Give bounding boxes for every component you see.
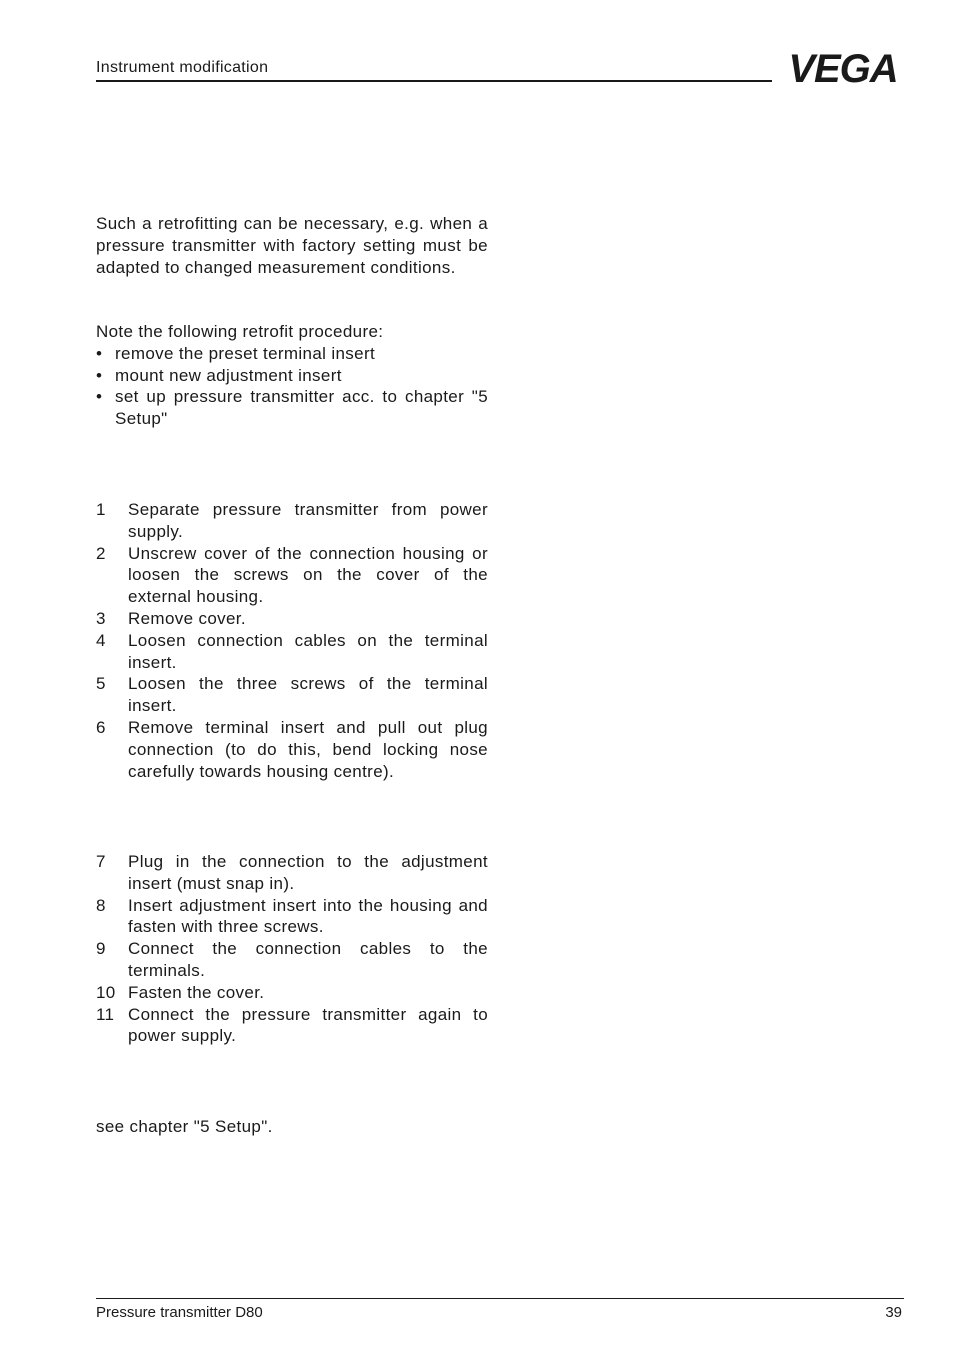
step-item: 1 Separate pressure transmitter from power supply. [96,500,488,541]
setup-note: see chapter "5 Setup". [96,1117,273,1136]
step-item: 6 Remove terminal insert and pull out plug connection (to do this, bend locking nose carefully towards housing centre). [96,717,488,781]
step-item: 9 Connect the connection cables to the terminals. [96,939,488,980]
vega-logo [782,50,904,86]
procedure-note: Note the following retrofit procedure: [96,322,384,341]
list-item: • set up pressure transmitter acc. to chapter "5 Setup" [96,386,488,430]
mount-steps-section [96,851,488,1047]
page-number: 39 [885,1304,902,1321]
step-item: 8 Insert adjustment insert into the housing and fasten with three screws. [96,895,488,937]
step-item: 2 Unscrew cover of the connection housing or loosen the screws on the cover of the external housing. [96,543,488,607]
footer-product: Pressure transmitter D80 [96,1304,263,1321]
remove-steps-list [96,499,488,782]
footer-rule [96,1298,904,1299]
step-item: 3 Remove cover. [96,608,246,628]
list-item: • mount new adjustment insert [96,365,488,387]
header-rule [96,80,772,82]
step-item: 7 Plug in the connection to the adjustment insert (must snap in). [96,852,488,893]
remove-steps-section [96,499,488,782]
list-item: • remove the preset terminal insert [96,343,488,365]
mount-steps-list [96,851,488,1047]
step-item: 4 Loosen connection cables on the terminal insert. [96,630,488,672]
step-item: 5 Loosen the three screws of the terminal insert. [96,674,488,716]
running-header: Instrument modification [96,59,269,76]
step-item: 11 Connect the pressure transmitter again to power supply. [96,1004,488,1046]
procedure-list [96,343,488,430]
step-item: 10 Fasten the cover. [96,982,265,1002]
intro-section [96,213,488,278]
setup-section [96,1116,488,1138]
logo-wordmark: VEGA [788,50,898,86]
intro-paragraph: Such a retrofitting can be necessary, e.g. when a pressure transmitter with factory setting must be adapted to changed measurement conditions. [96,214,488,277]
procedure-section [96,321,488,430]
